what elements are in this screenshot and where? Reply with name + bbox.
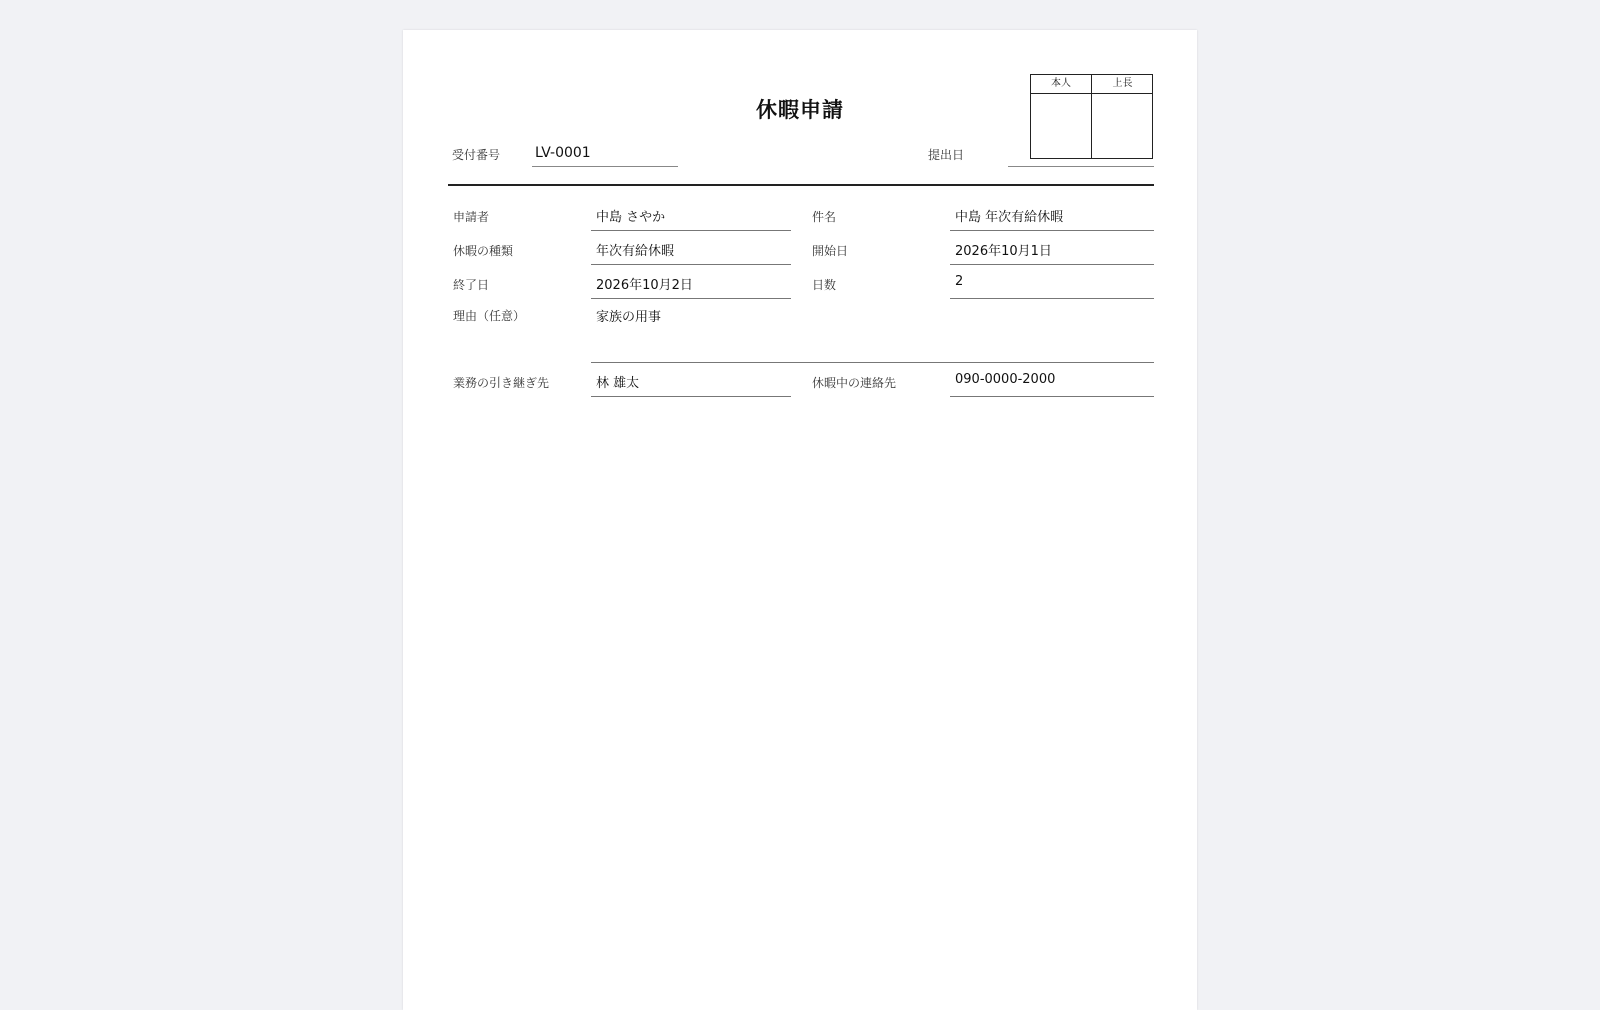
subject-field[interactable]: 中島 年次有給休暇 — [950, 206, 1154, 231]
handover-field[interactable]: 林 雄太 — [591, 372, 791, 397]
contact-field[interactable]: 090-0000-2000 — [950, 372, 1154, 397]
header-divider — [448, 184, 1154, 186]
receipt-number-field[interactable]: LV-0001 — [532, 145, 678, 167]
reason-label: 理由（任意） — [453, 309, 526, 323]
end-date-label: 終了日 — [453, 278, 490, 292]
leave-type-field[interactable]: 年次有給休暇 — [591, 240, 791, 265]
document-page — [403, 30, 1197, 1010]
subject-label: 件名 — [812, 210, 837, 224]
start-date-label: 開始日 — [812, 244, 849, 258]
receipt-number-label: 受付番号 — [452, 148, 501, 162]
form-title: 休暇申請 — [756, 98, 844, 122]
stamp-header-self: 本人 — [1031, 75, 1092, 94]
stamp-header-supervisor: 上長 — [1092, 75, 1153, 94]
days-label: 日数 — [812, 278, 837, 292]
applicant-field[interactable]: 中島 さやか — [591, 206, 791, 231]
contact-label: 休暇中の連絡先 — [812, 376, 897, 390]
reason-field[interactable]: 家族の用事 — [591, 306, 1154, 363]
submitted-date-label: 提出日 — [928, 148, 965, 162]
start-date-field[interactable]: 2026年10月1日 — [950, 240, 1154, 265]
leave-type-label: 休暇の種類 — [453, 244, 514, 258]
applicant-label: 申請者 — [453, 210, 490, 224]
submitted-date-field[interactable] — [1008, 145, 1154, 167]
handover-label: 業務の引き継ぎ先 — [453, 376, 550, 390]
end-date-field[interactable]: 2026年10月2日 — [591, 274, 791, 299]
days-field[interactable]: 2 — [950, 274, 1154, 299]
